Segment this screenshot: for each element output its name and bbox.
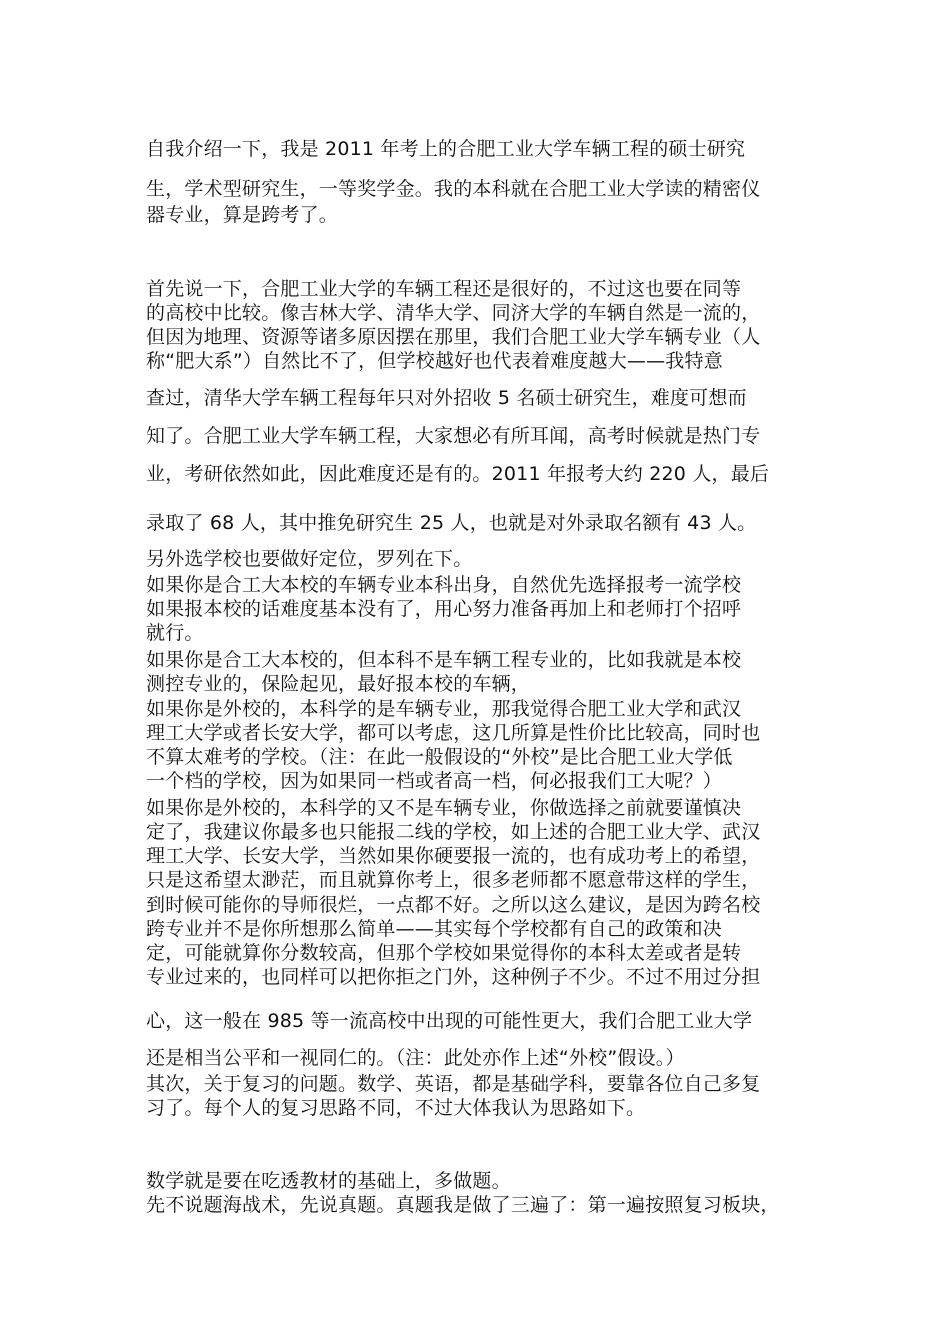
text-line: 数学就是要在吃透教材的基础上，多做题。 — [146, 1170, 511, 1192]
text-line: 首先说一下，合肥工业大学的车辆工程还是很好的，不过这也要在同等 — [146, 278, 742, 300]
text-line: 另外选学校也要做好定位，罗列在下。 — [146, 548, 473, 570]
text-line: 专业过来的，也同样可以把你拒之门外，这种例子不少。不过不用过分担 — [146, 966, 761, 988]
text-line: 如果你是外校的，本科学的又不是车辆专业，你做选择之前就要谨慎决 — [146, 797, 742, 819]
text-line: 如果你是外校的，本科学的是车辆专业，那我觉得合肥工业大学和武汉 — [146, 698, 742, 720]
text-line: 称“肥大系”）自然比不了，但学校越好也代表着难度越大——我特意 — [146, 350, 723, 372]
text-line: 理工大学或者长安大学，都可以考虑，这几所算是性价比比较高，同时也 — [146, 722, 761, 744]
text-line: 理工大学、长安大学，当然如果你硬要报一流的，也有成功考上的希望， — [146, 845, 761, 867]
text-line: 其次，关于复习的问题。数学、英语，都是基础学科，要靠各位自己多复 — [146, 1073, 761, 1095]
text-line: 如果报本校的话难度基本没有了，用心努力准备再加上和老师打个招呼 — [146, 598, 742, 620]
text-line: 还是相当公平和一视同仁的。（注：此处亦作上述“外校”假设。） — [146, 1047, 685, 1069]
text-line: 测控专业的，保险起见，最好报本校的车辆， — [146, 673, 531, 695]
text-line: 定，可能就算你分数较高，但那个学校如果觉得你的本科太差或者是转 — [146, 942, 742, 964]
text-line: 的高校中比较。像吉林大学、清华大学、同济大学的车辆自然是一流的， — [146, 302, 761, 324]
text-line: 跨专业并不是你所想那么简单——其实每个学校都有自己的政策和决 — [146, 918, 723, 940]
text-line: 如果你是合工大本校的车辆专业本科出身，自然优先选择报考一流学校 — [146, 574, 742, 596]
text-line: 就行。 — [146, 622, 204, 644]
text-line: 查过，清华大学车辆工程每年只对外招收 5 名硕士研究生，难度可想而 — [146, 387, 747, 409]
text-line: 录取了 68 人，其中推免研究生 25 人，也就是对外录取名额有 43 人。 — [146, 512, 757, 534]
text-line: 先不说题海战术，先说真题。真题我是做了三遍了：第一遍按照复习板块， — [146, 1194, 780, 1216]
text-line: 业，考研依然如此，因此难度还是有的。2011 年报考大约 220 人，最后 — [146, 463, 770, 485]
text-line: 只是这希望太渺茫，而且就算你考上，很多老师都不愿意带这样的学生， — [146, 869, 761, 891]
text-line: 到时候可能你的导师很烂，一点都不好。之所以这么建议，是因为跨名校 — [146, 894, 761, 916]
text-line: 器专业，算是跨考了。 — [146, 204, 339, 226]
text-line: 一个档的学校，因为如果同一档或者高一档，何必报我们工大呢？） — [146, 770, 723, 792]
text-line: 如果你是合工大本校的，但本科不是车辆工程专业的，比如我就是本校 — [146, 649, 742, 671]
text-line: 习了。每个人的复习思路不同，不过大体我认为思路如下。 — [146, 1097, 646, 1119]
text-line: 自我介绍一下，我是 2011 年考上的合肥工业大学车辆工程的硕士研究 — [146, 138, 746, 160]
text-line: 但因为地理、资源等诸多原因摆在那里，我们合肥工业大学车辆专业（人 — [146, 326, 761, 348]
text-line: 不算太难考的学校。（注：在此一般假设的“外校”是比合肥工业大学低 — [146, 746, 733, 768]
text-line: 心，这一般在 985 等一流高校中出现的可能性更大，我们合肥工业大学 — [146, 1010, 753, 1032]
text-line: 生，学术型研究生，一等奖学金。我的本科就在合肥工业大学读的精密仪 — [146, 178, 761, 200]
text-line: 定了，我建议你最多也只能报二线的学校，如上述的合肥工业大学、武汉 — [146, 821, 761, 843]
text-line: 知了。合肥工业大学车辆工程，大家想必有所耳闻，高考时候就是热门专 — [146, 425, 761, 447]
